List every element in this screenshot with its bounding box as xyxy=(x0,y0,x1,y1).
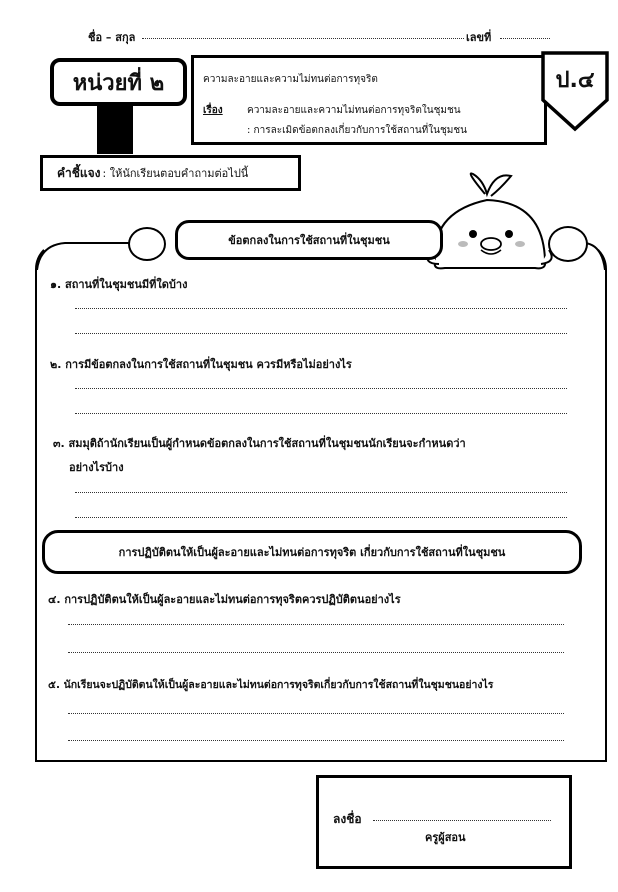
answer-line-4b[interactable] xyxy=(68,652,564,653)
number-label: เลขที่ xyxy=(466,31,492,44)
subject-line-1: ความละอายและความไม่ทนต่อการทุจริตในชุมชน xyxy=(247,105,461,116)
answer-line-5a[interactable] xyxy=(68,713,564,714)
signature-label: ลงชื่อ xyxy=(333,812,362,826)
grade-badge-text: ป.๔ xyxy=(555,68,595,93)
unit-badge xyxy=(50,58,187,106)
instructions-label: คำชี้แจง xyxy=(57,165,101,180)
section2-title: การปฏิบัติตนให้เป็นผู้ละอายและไม่ทนต่อการทุจริต เกี่ยวกับการใช้สถานที่ในชุมชน xyxy=(118,546,506,559)
answer-line-5b[interactable] xyxy=(68,740,564,741)
answer-line-2b[interactable] xyxy=(75,413,567,414)
section1-title: ข้อตกลงในการใช้สถานที่ในชุมชน xyxy=(228,234,390,247)
answer-line-2a[interactable] xyxy=(75,388,567,389)
name-line[interactable] xyxy=(142,38,464,39)
section2-title-box xyxy=(42,530,582,574)
question-5: ๕. นักเรียนจะปฏิบัติตนให้เป็นผู้ละอายและไม่ทนต่อการทุจริตเกี่ยวกับการใช้สถานที่ในชุมชนอย่างไร xyxy=(48,679,494,691)
topic-title: ความละอายและความไม่ทนต่อการทุจริต xyxy=(203,74,378,85)
signature-role: ครูผู้สอน xyxy=(425,831,466,844)
section1-title-box xyxy=(175,220,443,260)
question-4: ๔. การปฏิบัติตนให้เป็นผู้ละอายและไม่ทนต่อการทุจริตควรปฏิบัติตนอย่างไร xyxy=(48,593,401,606)
instructions-box xyxy=(40,155,301,191)
unit-badge-stem xyxy=(97,100,133,154)
topic-box xyxy=(191,55,547,145)
answer-line-3b[interactable] xyxy=(75,517,567,518)
answer-line-1a[interactable] xyxy=(75,308,567,309)
question-3-line-1: ๓. สมมุติถ้านักเรียนเป็นผู้กำหนดข้อตกลงในการใช้สถานที่ในชุมชนนักเรียนจะกำหนดว่า xyxy=(53,437,466,450)
unit-badge-text: หน่วยที่ ๒ xyxy=(72,70,165,96)
seal-mascot-icon xyxy=(425,172,555,272)
instructions-text: : ให้นักเรียนตอบคำถามต่อไปนี้ xyxy=(102,167,249,180)
signature-line[interactable] xyxy=(373,820,551,821)
question-2: ๒. การมีข้อตกลงในการใช้สถานที่ในชุมชน ควรมีหรือไม่อย่างไร xyxy=(50,358,352,371)
deco-circle-left xyxy=(128,227,166,261)
signature-box xyxy=(316,775,572,869)
subject-line-2: : การละเมิดข้อตกลงเกี่ยวกับการใช้สถานที่ในชุมชน xyxy=(247,125,467,136)
question-1: ๑. สถานที่ในชุมชนมีที่ใดบ้าง xyxy=(50,278,188,291)
question-3-line-2: อย่างไรบ้าง xyxy=(69,461,124,474)
answer-line-4a[interactable] xyxy=(68,624,564,625)
name-label: ชื่อ – สกุล xyxy=(88,31,136,44)
answer-line-3a[interactable] xyxy=(75,492,567,493)
answer-line-1b[interactable] xyxy=(75,333,567,334)
subject-label: เรื่อง xyxy=(203,105,223,116)
number-line[interactable] xyxy=(500,38,550,39)
